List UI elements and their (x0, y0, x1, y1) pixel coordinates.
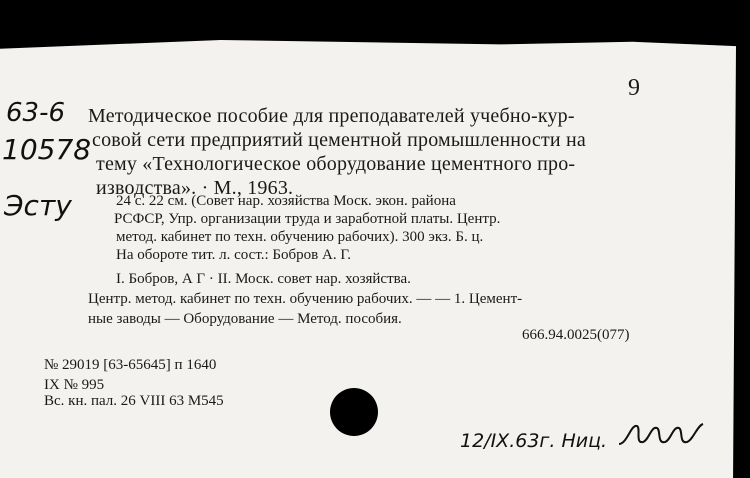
description-line-3: метод. кабинет по техн. обучению рабочих). 300 экз. Б. ц. (116, 229, 484, 245)
tracing-line-1: I. Бобров, А Г · II. Моск. совет нар. хозяйства. (116, 271, 411, 287)
classification-number: 666.94.0025(077) (522, 327, 630, 343)
handwritten-mark-left: Эсту (4, 189, 72, 222)
title-line-1: Методическое пособие для преподавателей учебно-кур- (88, 105, 575, 127)
footer-line-3: Вс. кн. пал. 26 VIII 63 М545 (44, 393, 224, 409)
title-line-4: изводства». · М., 1963. (96, 177, 294, 199)
description-line-2: РСФСР, Упр. организации труда и заработной платы. Центр. (114, 211, 501, 227)
handwritten-bottom-note: 12/IX.63г. Ниц. (460, 430, 608, 452)
tracing-line-2: Центр. метод. кабинет по техн. обучению рабочих. — — 1. Цемент- (88, 291, 523, 307)
footer-line-1: № 29019 [63-65645] п 1640 (44, 357, 217, 373)
title-line-2: совой сети предприятий цементной промышленности на (92, 129, 587, 151)
title-line-3: тему «Технологическое оборудование цементного про- (96, 153, 576, 175)
footer-line-2: IX № 995 (44, 377, 105, 393)
description-line-1: 24 с. 22 см. (Совет нар. хозяйства Моск. экон. района (116, 193, 456, 209)
signature-icon (615, 414, 715, 454)
description-line-4: На обороте тит. л. сост.: Бобров А. Г. (116, 247, 352, 263)
tracing-line-3: ные заводы — Оборудование — Метод. пособия. (88, 311, 402, 327)
handwritten-code-number: 10578 (2, 133, 92, 166)
handwritten-code-top: 63-6 (6, 98, 66, 128)
punch-hole (330, 388, 378, 436)
page-number: 9 (628, 75, 641, 101)
